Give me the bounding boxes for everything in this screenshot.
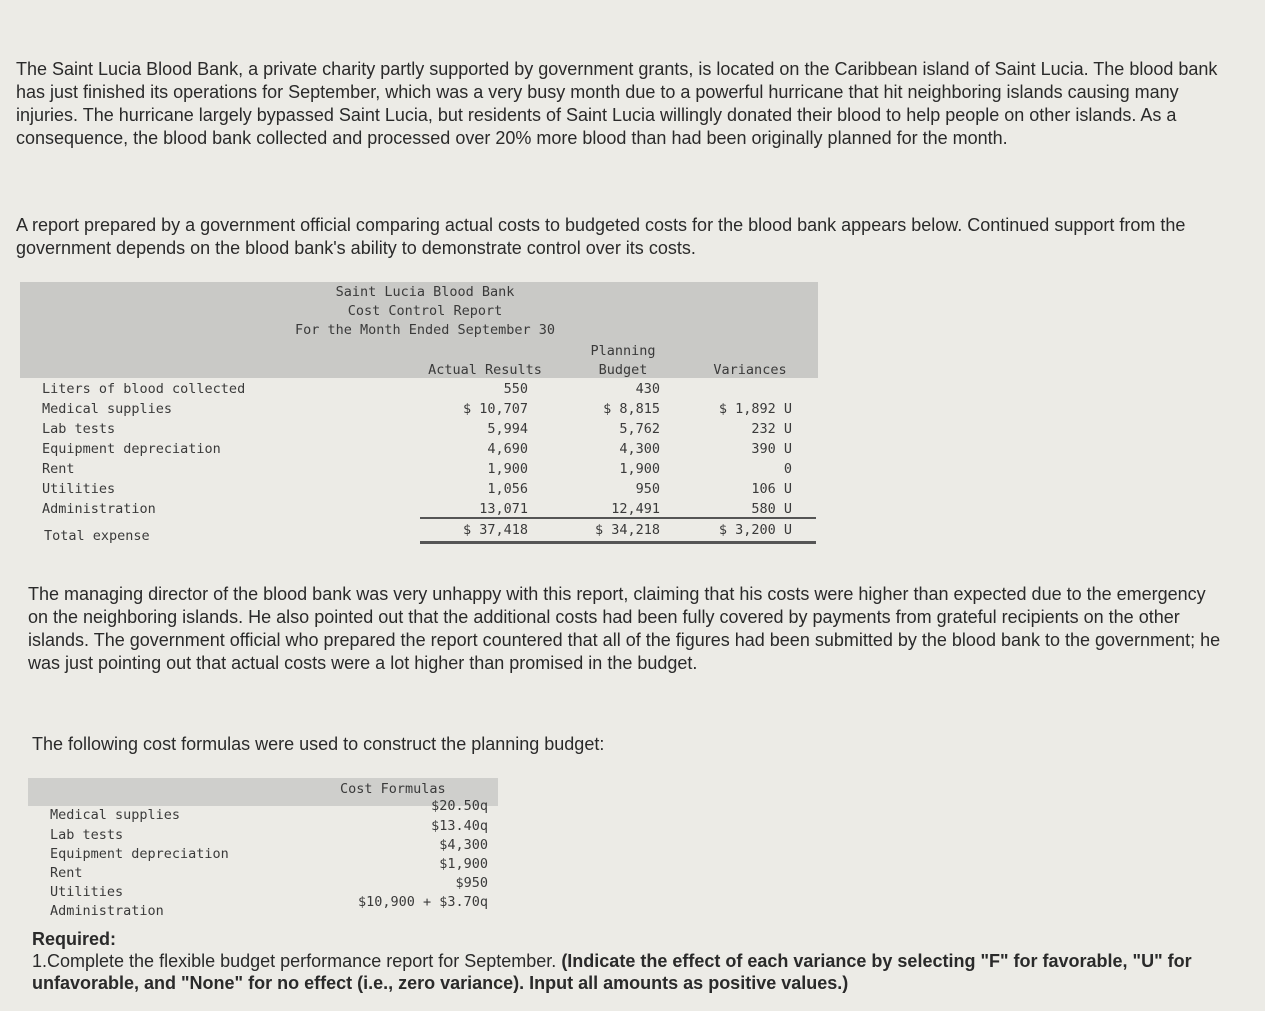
report-title: Saint Lucia Blood Bank [335, 284, 515, 300]
row-budget: $ 8,815 [603, 401, 660, 417]
row-variance: 106 U [751, 481, 792, 497]
formula-value: $10,900 + $3.70q [357, 894, 488, 910]
required-section [32, 928, 1232, 994]
formula-label: Utilities [50, 884, 124, 900]
formulas-intro-paragraph: The following cost formulas were used to construct the planning budget: [32, 734, 605, 754]
row-budget: 950 [635, 481, 660, 497]
report-subtitle: Cost Control Report [347, 303, 503, 319]
formula-value: $1,900 [439, 856, 488, 872]
cost-control-report [20, 282, 818, 547]
row-label: Liters of blood collected [42, 381, 246, 397]
formula-label: Administration [50, 903, 164, 919]
row-budget: 4,300 [619, 441, 660, 457]
row-actual: 4,690 [487, 441, 528, 457]
row-label: Rent [42, 461, 75, 477]
director-paragraph: The managing director of the blood bank was very unhappy with this report, claiming that his costs were higher than expected due to the emergency on the neighboring islands. He also pointed out that the additional costs had been fully covered by payments from grateful recipients on the other islands. The government official who prepared the report countered that all of the figures had been submitted by the blood bank to the government; he was just pointing out that actual costs were a lot higher than promised in the budget. [28, 584, 1221, 673]
row-label: Administration [42, 501, 156, 517]
total-label: Total expense [44, 528, 150, 544]
row-budget: 5,762 [619, 421, 660, 437]
row-variance: 0 [783, 461, 792, 477]
row-label: Medical supplies [42, 401, 173, 417]
col-planning-line2: Budget [598, 362, 648, 378]
total-rule [420, 541, 816, 544]
formula-label: Lab tests [50, 827, 124, 843]
row-budget: 12,491 [611, 501, 660, 517]
row-actual: 1,056 [487, 481, 528, 497]
required-instruction: (Indicate the effect of each variance by selecting "F" for favorable, "U" for unfavorable, and "None" for no effect (i.e., zero variance). Input all amounts as positive values.) [32, 951, 1192, 993]
row-variance: 390 U [751, 441, 792, 457]
subtotal-rule [420, 517, 816, 519]
formulas-header: Cost Formulas [340, 781, 446, 797]
formula-label: Equipment depreciation [50, 846, 229, 862]
row-actual: 550 [503, 381, 528, 397]
total-variance: $ 3,200 U [718, 522, 792, 538]
cost-formulas-table [28, 778, 498, 923]
total-actual: $ 37,418 [462, 522, 528, 538]
formula-label: Rent [50, 865, 83, 881]
row-actual: 5,994 [487, 421, 528, 437]
row-label: Equipment depreciation [42, 441, 221, 457]
formula-value: $950 [455, 875, 488, 891]
row-budget: 430 [635, 381, 660, 397]
required-text: 1.Complete the flexible budget performance report for September. [32, 951, 557, 971]
formula-value: $4,300 [439, 837, 488, 853]
row-actual: 1,900 [487, 461, 528, 477]
row-budget: 1,900 [619, 461, 660, 477]
required-label: Required: [32, 929, 117, 949]
row-variance: 232 U [751, 421, 792, 437]
formula-value: $20.50q [431, 798, 488, 814]
total-budget: $ 34,218 [594, 522, 660, 538]
intro-paragraph: The Saint Lucia Blood Bank, a private charity partly supported by government grants, is located on the Caribbean island of Saint Lucia. The blood bank has just finished its operations for September, which was a very busy month due to a powerful hurricane that hit neighboring islands causing many injuries. The hurricane largely bypassed Saint Lucia, but residents of Saint Lucia willingly donated their blood to help people on other islands. As a consequence, the blood bank collected and processed over 20% more blood than had been originally planned for the month. [16, 59, 1218, 148]
row-variance: 580 U [751, 501, 792, 517]
row-actual: $ 10,707 [462, 401, 528, 417]
row-variance: $ 1,892 U [718, 401, 792, 417]
formula-label: Medical supplies [50, 807, 181, 823]
col-planning-line1: Planning [590, 343, 656, 359]
col-actual-results: Actual Results [428, 362, 542, 378]
row-label: Utilities [42, 481, 116, 497]
report-intro-paragraph: A report prepared by a government official comparing actual costs to budgeted costs for the blood bank appears below. Continued support from the government depends on the blood bank's ability to demonstrate control over its costs. [16, 215, 1186, 258]
row-label: Lab tests [42, 421, 116, 437]
row-actual: 13,071 [479, 501, 528, 517]
formula-value: $13.40q [431, 818, 488, 834]
col-variances: Variances [713, 362, 787, 378]
report-period: For the Month Ended September 30 [294, 322, 556, 338]
